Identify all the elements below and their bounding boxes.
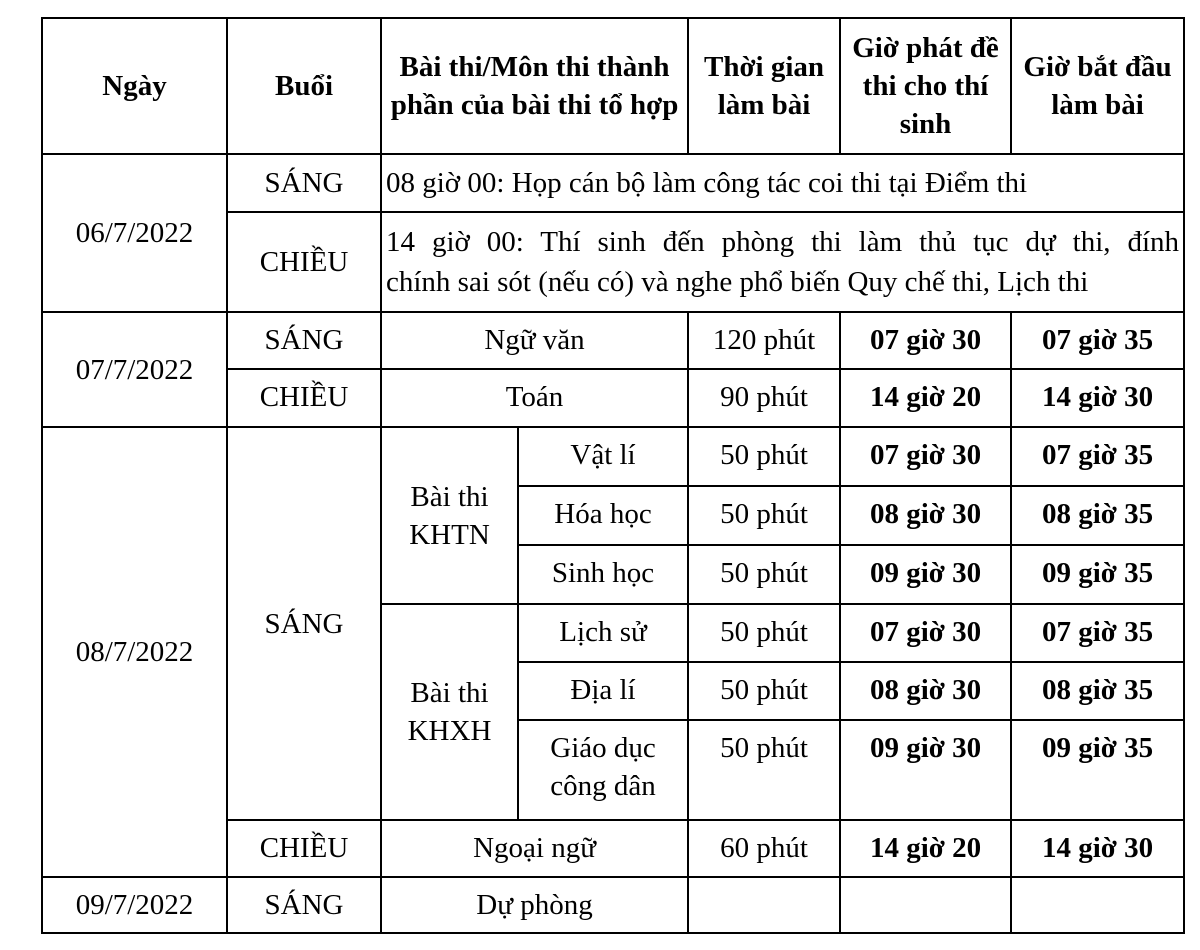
distribute-time-cell: 14 giờ 20 [840,820,1011,877]
duration-cell: 50 phút [688,662,840,720]
session-cell: SÁNG [227,154,381,212]
header-start-time: Giờ bắt đầu làm bài [1011,18,1184,154]
note-cell: 08 giờ 00: Họp cán bộ làm công tác coi thi tại Điểm thi [381,154,1184,212]
session-cell: SÁNG [227,427,381,820]
group-cell-khxh: Bài thi KHXH [381,604,518,820]
start-time-cell: 07 giờ 35 [1011,604,1184,662]
table-row [42,427,1184,486]
header-session: Buổi [227,18,381,154]
start-time-cell: 14 giờ 30 [1011,369,1184,427]
table-row [42,877,1184,933]
table-row [42,154,1184,212]
duration-cell [688,877,840,933]
subject-cell: Dự phòng [381,877,688,933]
header-distribute-time: Giờ phát đề thi cho thí sinh [840,18,1011,154]
duration-cell: 50 phút [688,720,840,820]
date-cell: 08/7/2022 [42,427,227,877]
date-cell: 09/7/2022 [42,877,227,933]
date-cell: 06/7/2022 [42,154,227,312]
start-time-cell: 14 giờ 30 [1011,820,1184,877]
distribute-time-cell: 07 giờ 30 [840,604,1011,662]
header-subject: Bài thi/Môn thi thành phần của bài thi tổ hợp [381,18,688,154]
duration-cell: 50 phút [688,545,840,604]
session-cell: SÁNG [227,877,381,933]
subject-cell: Toán [381,369,688,427]
subject-cell: Sinh học [518,545,688,604]
subject-cell: Vật lí [518,427,688,486]
start-time-cell: 08 giờ 35 [1011,662,1184,720]
distribute-time-cell [840,877,1011,933]
table-row [42,312,1184,369]
start-time-cell [1011,877,1184,933]
duration-cell: 50 phút [688,486,840,545]
note-line: 14 giờ 00: Thí sinh đến phòng thi làm thủ tục dự thi, đính [386,226,1180,258]
distribute-time-cell: 07 giờ 30 [840,312,1011,369]
start-time-cell: 09 giờ 35 [1011,545,1184,604]
subject-cell: Giáo dục công dân [518,720,688,820]
exam-schedule-table [41,17,1185,934]
session-cell: CHIỀU [227,820,381,877]
subject-cell: Địa lí [518,662,688,720]
duration-cell: 90 phút [688,369,840,427]
session-cell: CHIỀU [227,212,381,312]
note-cell [381,212,1184,312]
duration-cell: 50 phút [688,604,840,662]
header-row [42,18,1184,154]
note-line: chính sai sót (nếu có) và nghe phổ biến Quy chế thi, Lịch thi [386,266,1089,298]
distribute-time-cell: 09 giờ 30 [840,545,1011,604]
duration-cell: 60 phút [688,820,840,877]
subject-cell: Ngoại ngữ [381,820,688,877]
header-duration: Thời gian làm bài [688,18,840,154]
distribute-time-cell: 14 giờ 20 [840,369,1011,427]
start-time-cell: 09 giờ 35 [1011,720,1184,820]
duration-cell: 50 phút [688,427,840,486]
session-cell: CHIỀU [227,369,381,427]
subject-cell: Ngữ văn [381,312,688,369]
start-time-cell: 07 giờ 35 [1011,427,1184,486]
distribute-time-cell: 08 giờ 30 [840,662,1011,720]
start-time-cell: 07 giờ 35 [1011,312,1184,369]
distribute-time-cell: 09 giờ 30 [840,720,1011,820]
distribute-time-cell: 08 giờ 30 [840,486,1011,545]
header-day: Ngày [42,18,227,154]
subject-cell: Hóa học [518,486,688,545]
distribute-time-cell: 07 giờ 30 [840,427,1011,486]
session-cell: SÁNG [227,312,381,369]
subject-cell: Lịch sử [518,604,688,662]
start-time-cell: 08 giờ 35 [1011,486,1184,545]
date-cell: 07/7/2022 [42,312,227,427]
group-cell-khtn: Bài thi KHTN [381,427,518,604]
duration-cell: 120 phút [688,312,840,369]
